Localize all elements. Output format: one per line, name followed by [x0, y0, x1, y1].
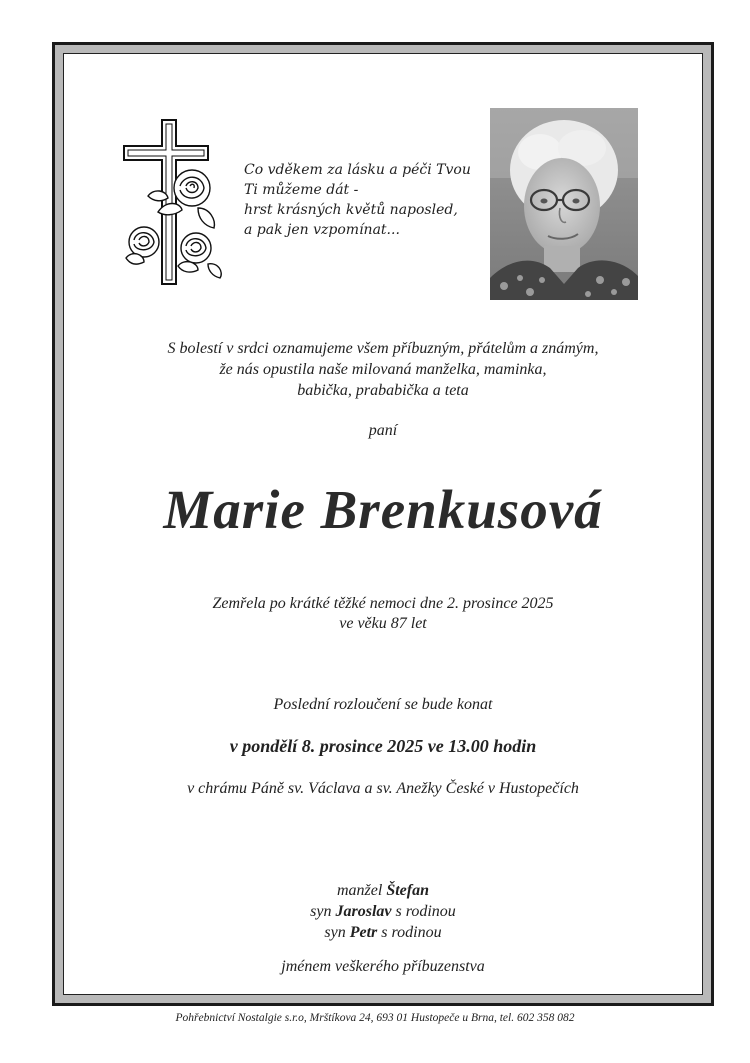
mourner-suffix: s rodinou [395, 903, 456, 920]
farewell-intro: Poslední rozloučení se bude konat [273, 696, 493, 713]
honorific: paní [368, 422, 398, 439]
portrait-photo [490, 108, 638, 300]
poem-line: hrst krásných květů naposled, [244, 202, 458, 218]
deceased-name: Marie Brenkusová [163, 479, 603, 540]
mourner-relation: manžel [337, 882, 383, 899]
mourner-line [64, 922, 702, 943]
poem-line: a pak jen vzpomínat... [244, 222, 400, 238]
mourner-relation: syn [310, 903, 332, 920]
poem-line: Ti můžeme dát - [244, 182, 359, 198]
announcement [64, 338, 702, 401]
funeral-venue: v chrámu Páně sv. Václava a sv. Anežky České v Hustopečích [187, 780, 579, 797]
death-info [64, 594, 702, 634]
mourner-relation: syn [324, 924, 346, 941]
announcement-line: babička, prababička a teta [297, 382, 469, 399]
mourner-name: Štefan [386, 882, 429, 899]
mourner-line [64, 880, 702, 901]
death-date-line: Zemřela po krátké těžké nemoci dne 2. prosince 2025 [212, 595, 554, 612]
announcement-line: S bolestí v srdci oznamujeme všem příbuzným, přátelům a známým, [167, 340, 599, 357]
mourner-name: Petr [349, 924, 378, 941]
announcement-line: že nás opustila naše milovaná manželka, maminka, [219, 361, 547, 378]
mourner-suffix: s rodinou [381, 924, 442, 941]
footer-funeral-home: Pohřebnictví Nostalgie s.r.o, Mrštíkova 24, 693 01 Hustopeče u Brna, tel. 602 358 082 [175, 1012, 575, 1024]
cross-with-roses-icon [118, 116, 228, 288]
mourner-line [64, 901, 702, 922]
mourners-list [64, 880, 702, 943]
funeral-datetime: v pondělí 8. prosince 2025 ve 13.00 hodin [229, 736, 537, 756]
age-line: ve věku 87 let [339, 615, 427, 632]
poem [244, 160, 484, 240]
poem-line: Co vděkem za lásku a péči Tvou [244, 162, 471, 178]
mourner-name: Jaroslav [335, 903, 392, 920]
family-note: jménem veškerého příbuzenstva [281, 958, 485, 975]
